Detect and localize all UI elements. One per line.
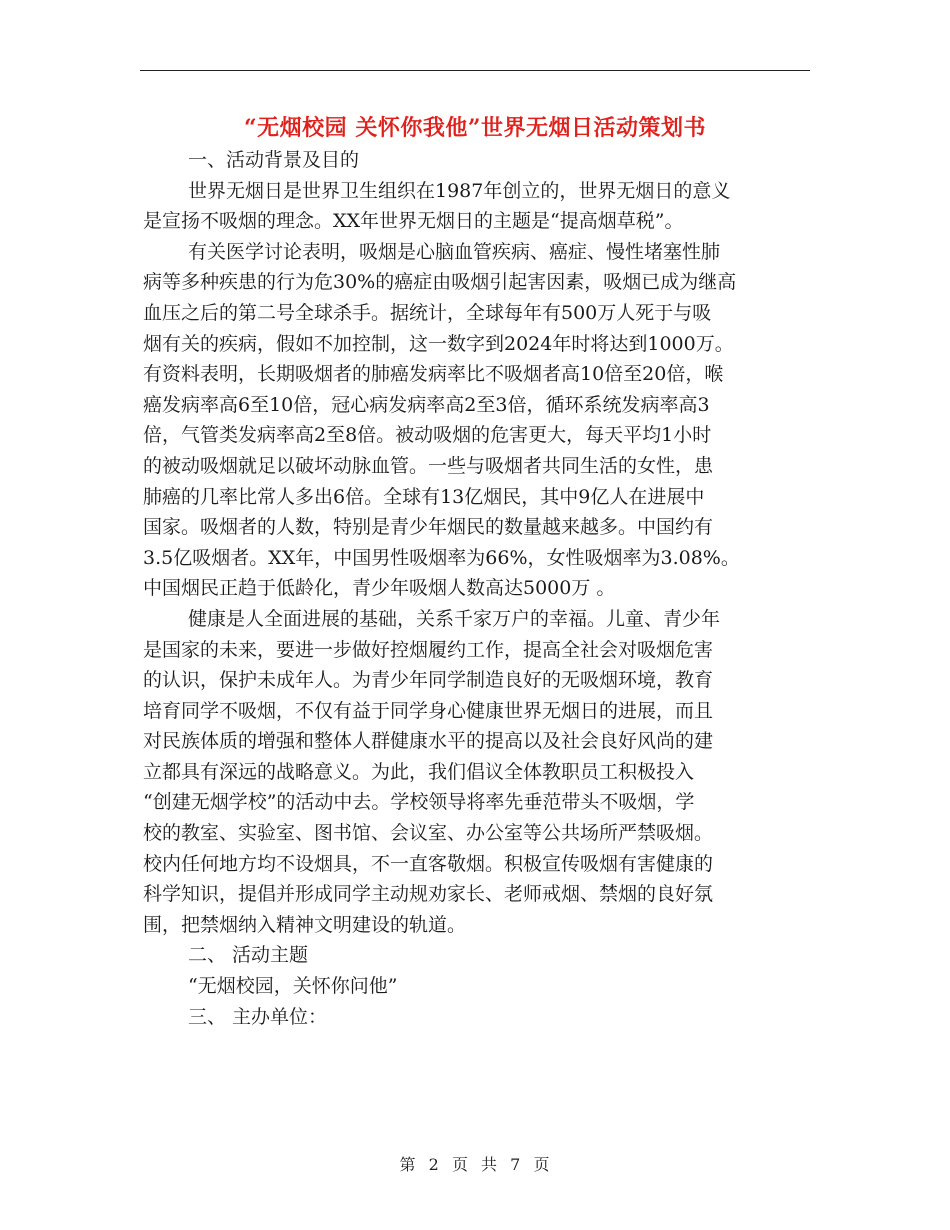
body-line: 世界无烟日是世界卫生组织在1987年创立的，世界无烟日的意义	[188, 179, 731, 202]
body-line: 围，把禁烟纳入精神文明建设的轨道。	[143, 913, 467, 936]
body-line: 有关医学讨论表明，吸烟是心脑血管疾病、癌症、慢性堵塞性肺	[188, 240, 721, 263]
body-line: 健康是人全面进展的基础，关系千家万户的幸福。儿童、青少年	[188, 607, 721, 630]
body-line: 病等多种疾患的行为危30%的癌症由吸烟引起害因素，吸烟已成为继高	[143, 271, 737, 294]
body-line: 3.5亿吸烟者。XX年，中国男性吸烟率为66%，女性吸烟率为3.08%。	[143, 546, 740, 569]
header-rule	[140, 70, 810, 71]
body-line: 二、 活动主题	[188, 944, 309, 967]
body-line: 一、活动背景及目的	[188, 149, 360, 171]
body-line: 校的教室、实验室、图书馆、会议室、办公室等公共场所严禁吸烟。	[143, 822, 714, 845]
footer-total-word: 共	[481, 1155, 499, 1174]
body-line: 是宣扬不吸烟的理念。XX年世界无烟日的主题是“提高烟草税”。	[143, 210, 684, 233]
body-line: 科学知识，提倡并形成同学主动规劝家长、老师戒烟、禁烟的良好氛	[143, 883, 714, 906]
body-line: 是国家的未来，要进一步做好控烟履约工作，提高全社会对吸烟危害	[143, 638, 714, 661]
body-line: 中国烟民正趋于低龄化，青少年吸烟人数高达5000万 。	[143, 577, 616, 600]
body-line: 的认识，保护未成年人。为青少年同学制造良好的无吸烟环境，教育	[143, 669, 714, 692]
body-line: 有资料表明，长期吸烟者的肺癌发病率比不吸烟者高10倍至20倍，喉	[143, 363, 724, 386]
page-footer	[0, 1152, 950, 1175]
body-line: 的被动吸烟就足以破坏动脉血管。一些与吸烟者共同生活的女性，患	[143, 454, 714, 477]
footer-suffix: 页	[533, 1155, 551, 1174]
footer-page-word: 页	[451, 1155, 469, 1174]
body-line: 对民族体质的增强和整体人群健康水平的提高以及社会良好风尚的建	[143, 730, 714, 753]
body-line: 三、 主办单位：	[188, 1005, 328, 1028]
body-line: 血压之后的第二号全球杀手。据统计，全球每年有500万人死于与吸	[143, 301, 712, 324]
document-title: “无烟校园 关怀你我他”世界无烟日活动策划书	[244, 115, 706, 141]
body-line: 国家。吸烟者的人数，特别是青少年烟民的数量越来越多。中国约有	[143, 516, 714, 539]
body-line: 癌发病率高6至10倍，冠心病发病率高2至3倍，循环系统发病率高3	[143, 393, 710, 416]
body-line: 烟有关的疾病，假如不加控制，这一数字到2024年时将达到1000万。	[143, 332, 734, 355]
body-line: 校内任何地方均不设烟具，不一直客敬烟。积极宣传吸烟有害健康的	[143, 852, 714, 875]
document-body	[143, 145, 813, 1032]
body-line: 立都具有深远的战略意义。为此，我们倡议全体教职员工积极投入	[143, 760, 695, 783]
body-line: 培育同学不吸烟，不仅有益于同学身心健康世界无烟日的进展，而且	[143, 699, 714, 722]
body-line: “无烟校园，关怀你问他”	[188, 975, 398, 998]
body-line: 倍，气管类发病率高2至8倍。被动吸烟的危害更大，每天平均1小时	[143, 424, 712, 447]
footer-prefix: 第	[399, 1155, 417, 1174]
footer-total-pages: 7	[510, 1155, 522, 1174]
body-line: “创建无烟学校”的活动中去。学校领导将率先垂范带头不吸烟，学	[143, 791, 695, 814]
body-line: 肺癌的几率比常人多出6倍。全球有13亿烟民，其中9亿人在进展中	[143, 485, 705, 508]
footer-current-page: 2	[428, 1155, 440, 1174]
